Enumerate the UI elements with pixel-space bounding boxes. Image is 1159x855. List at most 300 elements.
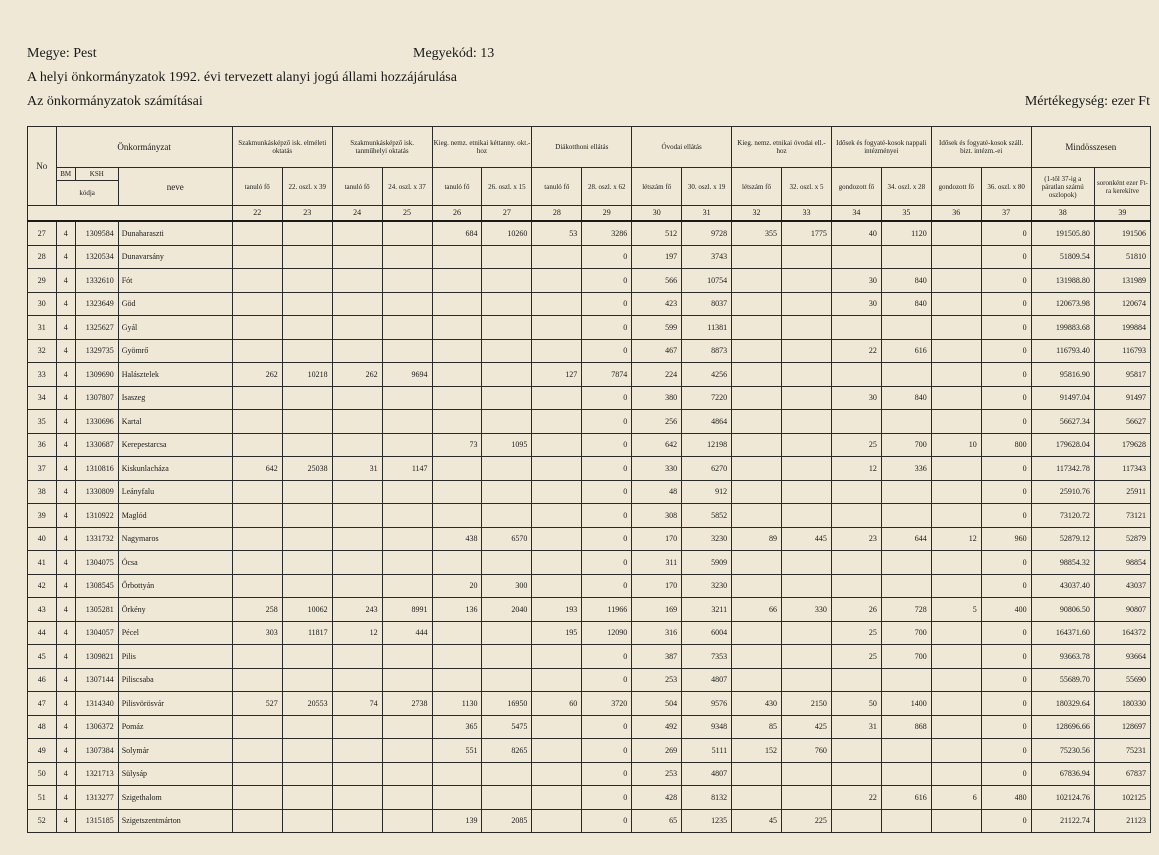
table-cell — [831, 574, 881, 598]
table-cell: 131989 — [1094, 269, 1150, 293]
table-cell — [232, 574, 282, 598]
table-cell — [332, 504, 382, 528]
table-cell: 33 — [28, 363, 57, 387]
table-cell — [732, 621, 782, 645]
table-cell — [931, 621, 981, 645]
municipality-name: Pilisvörösvár — [118, 692, 232, 716]
table-cell: 31 — [28, 316, 57, 340]
table-cell — [232, 339, 282, 363]
table-cell: 467 — [632, 339, 682, 363]
table-cell: 10218 — [282, 363, 332, 387]
table-cell: 164372 — [1094, 621, 1150, 645]
table-cell — [782, 292, 832, 316]
table-cell: 85 — [732, 715, 782, 739]
table-cell — [831, 739, 881, 763]
table-cell — [782, 457, 832, 481]
table-cell — [432, 504, 482, 528]
table-cell — [931, 551, 981, 575]
table-cell: 4 — [56, 598, 75, 622]
table-cell: 6570 — [482, 527, 532, 551]
table-cell: 700 — [881, 621, 931, 645]
table-cell: 12198 — [682, 433, 732, 457]
table-cell — [232, 480, 282, 504]
table-cell — [332, 809, 382, 833]
table-cell: 2738 — [382, 692, 432, 716]
table-cell — [881, 809, 931, 833]
table-cell: 0 — [582, 527, 632, 551]
table-cell: 20553 — [282, 692, 332, 716]
table-row — [28, 809, 1151, 833]
table-cell — [931, 645, 981, 669]
table-cell: 760 — [782, 739, 832, 763]
table-cell — [232, 527, 282, 551]
municipality-name: Kartal — [118, 410, 232, 434]
table-cell: 840 — [881, 269, 931, 293]
table-cell — [831, 480, 881, 504]
table-cell — [831, 316, 881, 340]
table-cell: 43 — [28, 598, 57, 622]
table-cell: 169 — [632, 598, 682, 622]
table-cell: 1304075 — [75, 551, 118, 575]
table-cell: 22 — [831, 786, 881, 810]
table-cell: 66 — [732, 598, 782, 622]
table-cell — [732, 410, 782, 434]
table-row — [28, 739, 1151, 763]
table-cell: 430 — [732, 692, 782, 716]
table-cell: 1310922 — [75, 504, 118, 528]
table-cell: 48 — [632, 480, 682, 504]
table-row — [28, 551, 1151, 575]
table-cell: 10062 — [282, 598, 332, 622]
sub-header: 24. oszl. x 37 — [382, 168, 432, 206]
table-cell: 52879.12 — [1031, 527, 1094, 551]
table-cell: 0 — [981, 504, 1031, 528]
table-cell: 0 — [981, 739, 1031, 763]
table-cell: 131988.80 — [1031, 269, 1094, 293]
table-cell: 4 — [56, 245, 75, 269]
table-cell: 0 — [582, 480, 632, 504]
municipality-name: Solymár — [118, 739, 232, 763]
table-cell — [881, 574, 931, 598]
table-cell: 527 — [232, 692, 282, 716]
table-cell: 120674 — [1094, 292, 1150, 316]
table-cell: 1305281 — [75, 598, 118, 622]
municipality-name: Fót — [118, 269, 232, 293]
table-cell: 0 — [582, 645, 632, 669]
table-cell — [782, 316, 832, 340]
table-cell: 93663.78 — [1031, 645, 1094, 669]
table-cell: 1309584 — [75, 221, 118, 245]
table-cell: 4 — [56, 221, 75, 245]
table-cell: 1323649 — [75, 292, 118, 316]
table-cell: 684 — [432, 221, 482, 245]
table-cell: 51809.54 — [1031, 245, 1094, 269]
table-cell — [332, 668, 382, 692]
table-cell — [881, 668, 931, 692]
table-cell: 12090 — [582, 621, 632, 645]
table-cell — [881, 551, 931, 575]
table-row — [28, 621, 1151, 645]
table-cell: 25 — [831, 621, 881, 645]
table-cell — [782, 668, 832, 692]
sub-header: tanuló fő — [232, 168, 282, 206]
table-cell: 6004 — [682, 621, 732, 645]
table-cell: 4 — [56, 645, 75, 669]
county-label: Megye: Pest — [27, 46, 97, 61]
table-cell — [232, 739, 282, 763]
municipality-name: Őrbottyán — [118, 574, 232, 598]
table-cell: 7874 — [582, 363, 632, 387]
table-cell: 0 — [981, 363, 1031, 387]
table-cell: 44 — [28, 621, 57, 645]
table-cell: 1330687 — [75, 433, 118, 457]
table-cell: 0 — [582, 551, 632, 575]
sub-header: létszám fő — [732, 168, 782, 206]
col-number: 30 — [632, 206, 682, 222]
table-cell: 49 — [28, 739, 57, 763]
table-cell: 29 — [28, 269, 57, 293]
table-row — [28, 433, 1151, 457]
table-cell: 0 — [981, 551, 1031, 575]
municipality-name: Szigetszentmárton — [118, 809, 232, 833]
table-cell — [482, 668, 532, 692]
col-number: 33 — [782, 206, 832, 222]
col-kodja: kódja — [56, 181, 118, 206]
table-cell: 117343 — [1094, 457, 1150, 481]
table-cell: 300 — [482, 574, 532, 598]
table-row — [28, 316, 1151, 340]
table-cell — [732, 762, 782, 786]
table-cell: 199883.68 — [1031, 316, 1094, 340]
table-cell — [382, 739, 432, 763]
table-cell — [282, 339, 332, 363]
table-cell — [332, 410, 382, 434]
table-cell — [782, 504, 832, 528]
table-cell: 5475 — [482, 715, 532, 739]
table-cell: 4 — [56, 715, 75, 739]
table-cell: 4 — [56, 386, 75, 410]
table-row — [28, 692, 1151, 716]
table-cell: 89 — [732, 527, 782, 551]
table-cell — [382, 504, 432, 528]
table-row — [28, 410, 1151, 434]
table-cell: 48 — [28, 715, 57, 739]
table-cell: 55689.70 — [1031, 668, 1094, 692]
sub-header: 34. oszl. x 28 — [881, 168, 931, 206]
table-cell: 840 — [881, 386, 931, 410]
table-cell: 0 — [981, 762, 1031, 786]
table-cell: 3211 — [682, 598, 732, 622]
table-cell — [931, 480, 981, 504]
table-cell: 4 — [56, 809, 75, 833]
table-cell: 2085 — [482, 809, 532, 833]
table-cell — [282, 292, 332, 316]
table-cell: 195 — [532, 621, 582, 645]
table-cell: 35 — [28, 410, 57, 434]
table-cell: 65 — [632, 809, 682, 833]
table-cell: 30 — [831, 292, 881, 316]
table-cell: 800 — [981, 433, 1031, 457]
table-cell: 387 — [632, 645, 682, 669]
table-cell: 139 — [432, 809, 482, 833]
sub-header: 36. oszl. x 80 — [981, 168, 1031, 206]
sub-header: (1-től 37-ig a páratlan számú oszlopok) — [1031, 168, 1094, 206]
table-cell — [232, 504, 282, 528]
table-cell — [532, 786, 582, 810]
table-cell: 46 — [28, 668, 57, 692]
table-cell — [881, 410, 931, 434]
table-cell: 16950 — [482, 692, 532, 716]
table-cell: 492 — [632, 715, 682, 739]
table-cell: 1330809 — [75, 480, 118, 504]
table-cell — [532, 410, 582, 434]
table-cell: 551 — [432, 739, 482, 763]
county-code-label: Megyekód: 13 — [413, 46, 495, 61]
table-cell: 5909 — [682, 551, 732, 575]
table-cell: 355 — [732, 221, 782, 245]
table-cell: 117342.78 — [1031, 457, 1094, 481]
table-cell: 0 — [981, 668, 1031, 692]
col-number: 32 — [732, 206, 782, 222]
sub-header: tanuló fő — [532, 168, 582, 206]
table-cell: 1329735 — [75, 339, 118, 363]
table-cell: 8037 — [682, 292, 732, 316]
table-cell — [782, 269, 832, 293]
table-cell — [282, 551, 332, 575]
table-cell — [532, 668, 582, 692]
table-cell — [282, 715, 332, 739]
table-cell — [532, 316, 582, 340]
table-cell: 512 — [632, 221, 682, 245]
table-cell — [482, 245, 532, 269]
table-cell: 0 — [582, 433, 632, 457]
table-cell — [232, 645, 282, 669]
table-cell — [482, 292, 532, 316]
table-cell — [382, 433, 432, 457]
table-cell: 1307384 — [75, 739, 118, 763]
table-cell: 1400 — [881, 692, 931, 716]
table-cell — [282, 480, 332, 504]
table-body — [28, 221, 1151, 833]
table-cell — [432, 386, 482, 410]
table-cell: 5852 — [682, 504, 732, 528]
table-cell: 53 — [532, 221, 582, 245]
table-cell — [282, 386, 332, 410]
table-cell: 0 — [582, 786, 632, 810]
table-cell: 0 — [582, 739, 632, 763]
table-cell — [532, 504, 582, 528]
table-cell — [931, 386, 981, 410]
table-cell — [782, 551, 832, 575]
table-cell: 1313277 — [75, 786, 118, 810]
table-cell — [881, 316, 931, 340]
table-cell — [432, 668, 482, 692]
table-cell — [482, 316, 532, 340]
table-cell: 180329.64 — [1031, 692, 1094, 716]
table-cell — [482, 551, 532, 575]
table-cell: 258 — [232, 598, 282, 622]
table-cell: 56627 — [1094, 410, 1150, 434]
table-cell: 120673.98 — [1031, 292, 1094, 316]
table-cell: 1120 — [881, 221, 931, 245]
table-cell — [831, 809, 881, 833]
table-cell: 4 — [56, 504, 75, 528]
table-cell — [382, 339, 432, 363]
table-row — [28, 386, 1151, 410]
table-cell — [881, 739, 931, 763]
table-cell — [382, 574, 432, 598]
col-number: 31 — [682, 206, 732, 222]
table-cell: 67837 — [1094, 762, 1150, 786]
table-cell — [332, 574, 382, 598]
municipality-name: Kiskunlacháza — [118, 457, 232, 481]
table-cell: 9576 — [682, 692, 732, 716]
document-title: A helyi önkormányzatok 1992. évi tervezett alanyi jogú állami hozzájárulása — [27, 70, 457, 85]
table-cell: 728 — [881, 598, 931, 622]
table-cell: 912 — [682, 480, 732, 504]
table-cell: 1309690 — [75, 363, 118, 387]
col-number: 22 — [232, 206, 282, 222]
table-cell — [432, 457, 482, 481]
table-cell: 644 — [881, 527, 931, 551]
table-cell — [232, 668, 282, 692]
table-cell — [482, 786, 532, 810]
table-cell: 25 — [831, 645, 881, 669]
table-cell — [732, 292, 782, 316]
table-cell: 5 — [931, 598, 981, 622]
table-cell — [732, 433, 782, 457]
table-cell: 12 — [931, 527, 981, 551]
table-row — [28, 269, 1151, 293]
table-cell: 504 — [632, 692, 682, 716]
table-cell: 11817 — [282, 621, 332, 645]
table-cell: 330 — [632, 457, 682, 481]
table-row — [28, 292, 1151, 316]
table-cell: 55690 — [1094, 668, 1150, 692]
table-cell: 0 — [981, 245, 1031, 269]
table-cell: 365 — [432, 715, 482, 739]
table-cell — [931, 574, 981, 598]
table-cell: 4807 — [682, 762, 732, 786]
table-cell — [282, 433, 332, 457]
table-cell — [382, 292, 432, 316]
sub-header: tanuló fő — [332, 168, 382, 206]
municipality-name: Gyömrő — [118, 339, 232, 363]
table-cell — [282, 786, 332, 810]
table-cell — [532, 527, 582, 551]
table-cell — [382, 527, 432, 551]
table-cell: 0 — [981, 692, 1031, 716]
table-cell: 4 — [56, 316, 75, 340]
table-cell: 0 — [582, 386, 632, 410]
table-cell — [432, 762, 482, 786]
table-cell — [382, 668, 432, 692]
table-cell — [831, 245, 881, 269]
table-cell — [432, 480, 482, 504]
table-cell — [532, 386, 582, 410]
table-cell — [332, 316, 382, 340]
group-header: Óvodai ellátás — [632, 127, 732, 168]
table-cell — [732, 363, 782, 387]
table-cell: 3286 — [582, 221, 632, 245]
table-cell — [382, 551, 432, 575]
col-number: 29 — [582, 206, 632, 222]
table-cell — [782, 386, 832, 410]
col-number: 23 — [282, 206, 332, 222]
table-cell — [931, 221, 981, 245]
table-cell — [782, 645, 832, 669]
table-cell — [732, 786, 782, 810]
col-number-blank — [28, 206, 233, 222]
table-cell — [382, 809, 432, 833]
sub-header: 30. oszl. x 19 — [682, 168, 732, 206]
table-cell — [382, 410, 432, 434]
table-cell: 60 — [532, 692, 582, 716]
table-cell: 311 — [632, 551, 682, 575]
table-cell: 2150 — [782, 692, 832, 716]
table-cell — [232, 410, 282, 434]
table-cell: 127 — [532, 363, 582, 387]
municipality-name: Isaszeg — [118, 386, 232, 410]
table-cell: 10 — [931, 433, 981, 457]
table-cell: 73 — [432, 433, 482, 457]
table-cell: 10754 — [682, 269, 732, 293]
table-cell: 75231 — [1094, 739, 1150, 763]
table-cell: 8132 — [682, 786, 732, 810]
col-number: 37 — [981, 206, 1031, 222]
table-cell — [732, 316, 782, 340]
group-header: Kieg. nemz. etnikai kéttanny. okt.-hoz — [432, 127, 532, 168]
table-cell — [382, 386, 432, 410]
table-cell: 179628 — [1094, 433, 1150, 457]
table-cell: 73121 — [1094, 504, 1150, 528]
table-cell — [382, 480, 432, 504]
table-cell: 9728 — [682, 221, 732, 245]
table-cell: 50 — [28, 762, 57, 786]
table-cell: 1095 — [482, 433, 532, 457]
table-cell: 0 — [981, 457, 1031, 481]
table-cell: 51 — [28, 786, 57, 810]
table-cell: 0 — [582, 668, 632, 692]
table-cell: 1330696 — [75, 410, 118, 434]
table-cell — [282, 645, 332, 669]
table-cell: 0 — [981, 480, 1031, 504]
table-cell: 56627.34 — [1031, 410, 1094, 434]
col-number: 36 — [931, 206, 981, 222]
table-cell: 164371.60 — [1031, 621, 1094, 645]
table-cell: 1775 — [782, 221, 832, 245]
table-cell: 20 — [432, 574, 482, 598]
table-cell: 0 — [981, 715, 1031, 739]
table-cell: 4 — [56, 457, 75, 481]
table-cell: 1325627 — [75, 316, 118, 340]
table-cell — [532, 551, 582, 575]
table-cell: 91497 — [1094, 386, 1150, 410]
table-cell — [782, 480, 832, 504]
table-cell — [382, 762, 432, 786]
table-cell: 4 — [56, 433, 75, 457]
table-cell: 75230.56 — [1031, 739, 1094, 763]
table-cell: 52 — [28, 809, 57, 833]
table-cell: 438 — [432, 527, 482, 551]
table-cell: 8991 — [382, 598, 432, 622]
table-cell: 21122.74 — [1031, 809, 1094, 833]
table-cell: 31 — [332, 457, 382, 481]
table-cell — [382, 221, 432, 245]
municipality-name: Halásztelek — [118, 363, 232, 387]
table-cell: 1321713 — [75, 762, 118, 786]
sub-header: 28. oszl. x 62 — [582, 168, 632, 206]
